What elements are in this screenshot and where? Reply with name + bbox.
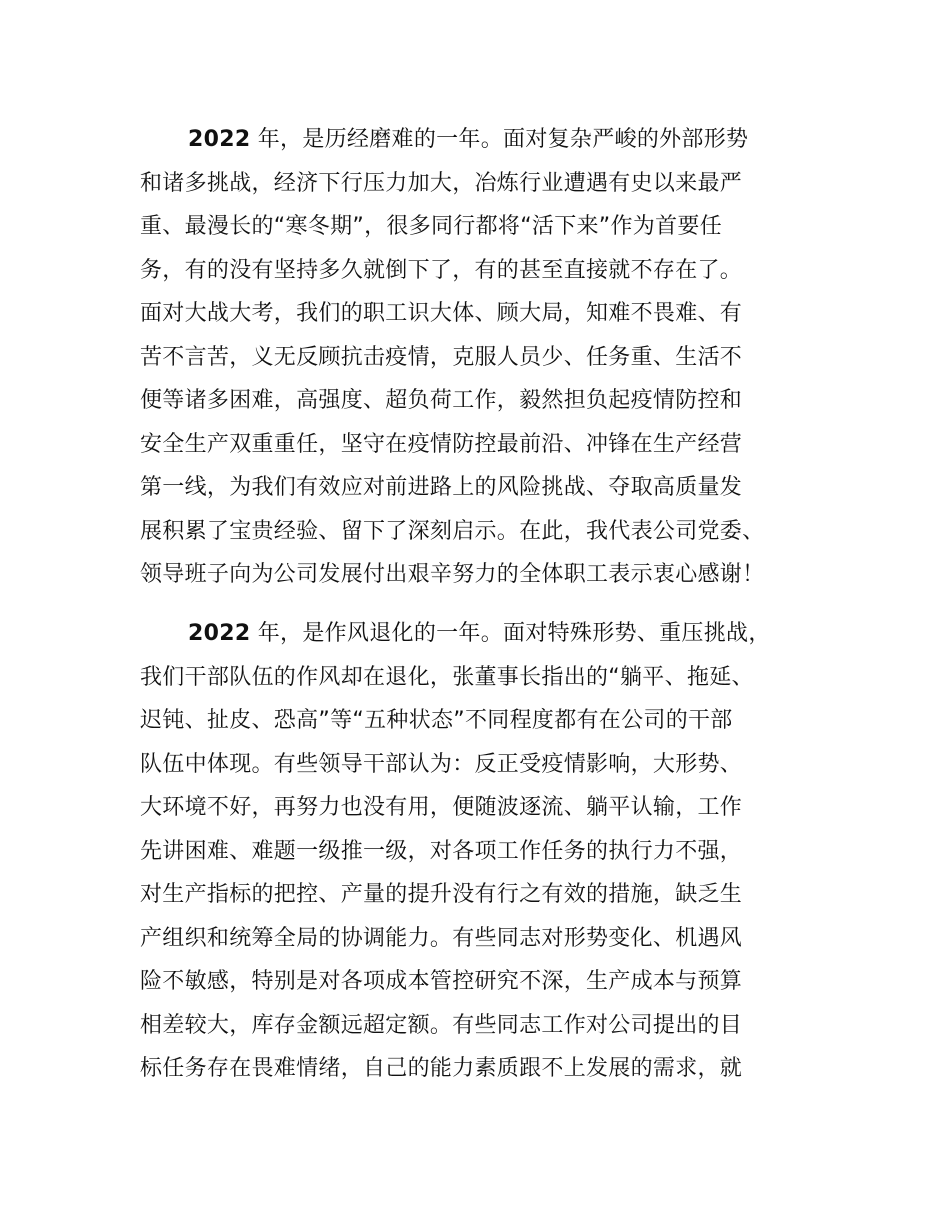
year-lead: 2022 [188,127,251,152]
paragraph-line: 先讲困难、难题一级推一级，对各项工作任务的执行力不强， [140,838,743,864]
paragraph-line: 重、最漫长的“寒冬期”，很多同行都将“活下来”作为首要任 [140,214,722,239]
paragraph-line: 2022 年，是历经磨难的一年。面对复杂严峻的外部形势 [188,127,749,152]
paragraph-line: 标任务存在畏难情绪，自己的能力素质跟不上发展的需求，就 [140,1056,743,1081]
paragraph-style-decline-year [140,612,840,1091]
paragraph-line: 险不敏感，特别是对各项成本管控研究不深，生产成本与预算 [140,969,743,994]
paragraph-line: 第一线，为我们有效应对前进路上的风险挑战、夺取高质量发 [140,475,743,500]
paragraph-line: 便等诸多困难，高强度、超负荷工作，毅然担负起疫情防控和 [140,388,743,413]
paragraph-line: 2022 年，是作风退化的一年。面对特殊形势、重压挑战， [188,621,771,646]
paragraph-line: 苦不言苦，义无反顾抗击疫情，克服人员少、任务重、生活不 [140,344,743,370]
paragraph-line: 迟钝、扯皮、恐高”等“五种状态”不同程度都有在公司的干部 [140,708,733,733]
paragraph-line: 大环境不好，再努力也没有用，便随波逐流、躺平认输，工作 [140,795,743,820]
paragraph-hardship-year [140,118,840,597]
paragraph-line: 安全生产双重重任，坚守在疫情防控最前沿、冲锋在生产经营 [140,431,743,457]
paragraph-line: 和诸多挑战，经济下行压力加大，冶炼行业遭遇有史以来最严 [140,170,743,196]
paragraph-line: 对生产指标的把控、产量的提升没有行之有效的措施，缺乏生 [140,882,743,907]
paragraph-line: 相差较大，库存金额远超定额。有些同志工作对公司提出的目 [140,1012,743,1038]
paragraph-line: 展积累了宝贵经验、留下了深刻启示。在此，我代表公司党委、 [140,518,765,544]
paragraph-line: 我们干部队伍的作风却在退化，张董事长指出的“躺平、拖延、 [140,664,754,690]
year-lead: 2022 [188,621,251,646]
paragraph-line: 务，有的没有坚持多久就倒下了，有的甚至直接就不存在了。 [140,257,743,283]
paragraph-line: 领导班子向为公司发展付出艰辛努力的全体职工表示衷心感谢！ [140,562,765,587]
paragraph-line: 产组织和统筹全局的协调能力。有些同志对形势变化、机遇风 [140,925,743,951]
paragraph-line: 面对大战大考，我们的职工识大体、顾大局，知难不畏难、有 [140,301,743,326]
paragraph-line: 队伍中体现。有些领导干部认为：反正受疫情影响，大形势、 [140,751,743,777]
